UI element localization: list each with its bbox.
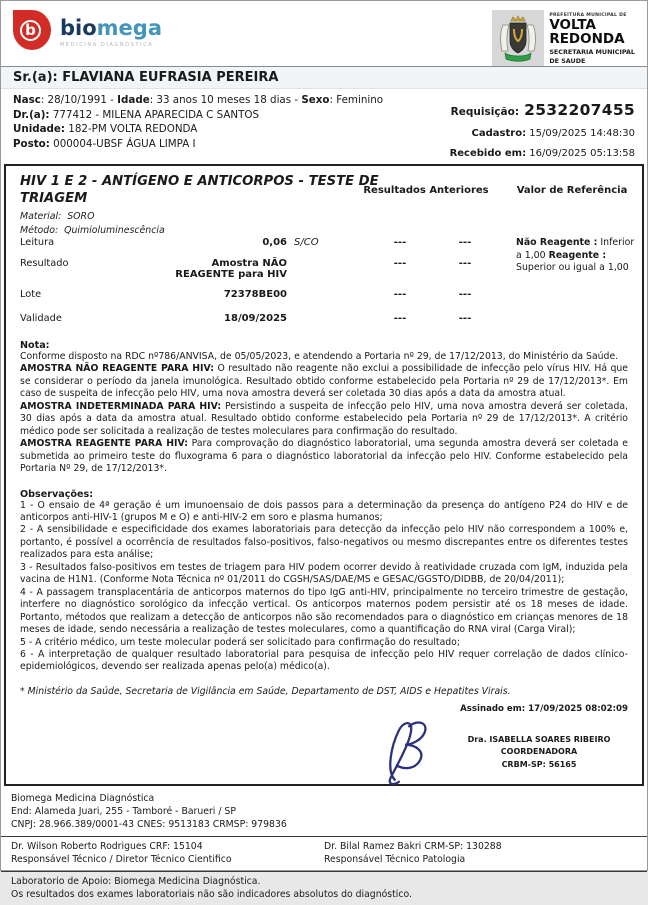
responsible-1 bbox=[11, 840, 324, 866]
birth-label: Nasc bbox=[13, 94, 41, 106]
prev-result-2: --- bbox=[458, 258, 472, 269]
blood-drop-icon bbox=[13, 10, 51, 50]
method-value: Quimioluminescência bbox=[64, 224, 165, 236]
doctor-label: Dr.(a): bbox=[13, 108, 50, 121]
row-unit: S/CO bbox=[294, 237, 319, 248]
footer-responsibles bbox=[1, 837, 647, 870]
exam-title: HIV 1 E 2 - ANTÍGENO E ANTICORPOS - TESTE DE TRIAGEM bbox=[20, 174, 379, 207]
report-header bbox=[1, 1, 647, 66]
prefeitura-dept bbox=[549, 48, 635, 65]
requisition-number: 2532207455 bbox=[524, 101, 635, 119]
prefeitura-dept-1: SECRETARIA MUNICIPAL bbox=[549, 48, 635, 57]
patient-birth-line bbox=[13, 93, 383, 108]
drop-letter bbox=[20, 20, 41, 41]
registered-value: 15/09/2025 14:48:30 bbox=[529, 128, 635, 139]
unit-value: 182-PM VOLTA REDONDA bbox=[68, 123, 198, 136]
signing-doctor-role: COORDENADORA bbox=[500, 747, 578, 757]
sex-label: Sexo bbox=[301, 94, 330, 106]
observation-item: 3 - Resultados falso-positivos em testes de triagem para HIV podem ocorrer devido à reatividade cruzada com IgM, induzida pela vacina de H1N1. (Conforme Nota Técnica nº 01/2011 do CGSH/SAS/DAE/MS e GESAC/GGSTO/DIDBB, de 20/04/2011); bbox=[20, 561, 628, 586]
coat-of-arms-icon bbox=[492, 10, 544, 66]
nota-paragraph-reagente bbox=[20, 438, 628, 475]
footer-registry: CNPJ: 28.966.389/0001-43 CNES: 9513183 CRMSP: 979836 bbox=[11, 819, 287, 831]
row-label: Lote bbox=[20, 289, 42, 300]
signing-doctor-name: Dra. ISABELLA SOARES RIBEIRO bbox=[467, 734, 611, 744]
footer-lab-name: Biomega Medicina Diagnóstica bbox=[11, 793, 155, 804]
results-table bbox=[20, 237, 635, 324]
brand-bio: bio bbox=[60, 16, 97, 40]
prev-result-2: --- bbox=[458, 237, 472, 248]
row-label: Leitura bbox=[20, 237, 55, 248]
reference-positive-label: Reagente : bbox=[548, 249, 607, 261]
crest-svg bbox=[495, 13, 541, 63]
received-value: 16/09/2025 05:13:58 bbox=[529, 148, 635, 159]
prev-result-1: --- bbox=[393, 237, 407, 248]
unit-label: Unidade: bbox=[13, 123, 66, 136]
method-label: Método: bbox=[20, 224, 59, 236]
nota-lead: AMOSTRA REAGENTE PARA HIV: bbox=[20, 438, 188, 450]
row-value: 72378BE00 bbox=[223, 289, 287, 300]
brand-name bbox=[60, 18, 162, 39]
nota-text: O resultado não reagente não exclui a possibilidade de infecção pelo vírus HIV. Há que se considerar o período da janela imunológica. Resultado obtido conforme estabelecido pela Portaria nº 29 de 17/12/2013*. Em caso de suspeita de infecção pelo HIV, uma nova amostra deverá ser coletada 30 dias após a data da amostra atual. bbox=[20, 363, 628, 400]
nota-paragraph-indeterminada bbox=[20, 401, 628, 438]
patient-doctor-line bbox=[13, 108, 383, 123]
observations-section bbox=[20, 489, 628, 674]
footer-address: End: Alameda Juari, 255 - Tamboré - Barueri / SP bbox=[11, 806, 236, 818]
responsible-1-name: Dr. Wilson Roberto Rodrigues CRF: 15104 bbox=[11, 841, 203, 853]
responsible-2-name: Dr. Bilal Ramez Bakri CRM-SP: 130288 bbox=[324, 841, 502, 853]
requisition-line bbox=[395, 100, 635, 119]
support-lab-line: Laboratorio de Apoio: Biomega Medicina Diagnóstica. bbox=[11, 876, 261, 888]
nota-title: Nota: bbox=[20, 340, 50, 351]
row-label: Validade bbox=[20, 313, 62, 324]
registered-line bbox=[395, 128, 635, 139]
observations-title: Observações: bbox=[20, 488, 94, 500]
received-label: Recebido em: bbox=[449, 148, 527, 159]
material-label: Material: bbox=[20, 211, 62, 223]
row-value bbox=[130, 258, 287, 280]
exam-result-box bbox=[4, 164, 644, 786]
material-value: SORO bbox=[67, 211, 95, 223]
prev-result-2: --- bbox=[458, 289, 472, 300]
doctor-value: 777412 - MILENA APARECIDA C SANTOS bbox=[52, 108, 260, 121]
drop-letter-text: b bbox=[25, 21, 36, 39]
prev-result-1: --- bbox=[393, 289, 407, 300]
observation-item: 4 - A passagem transplacentária de anticorpos maternos do tipo IgG anti-HIV, principalmente no terceiro trimestre de gestação, interfere no diagnóstico sorológico da infecção vertical. Os anticorpos maternos podem persistir até os 18 meses de idade. Portanto, métodos que realizam a detecção de anticorpos não são recomendados para o diagnóstico em crianças menores de 18 meses de idade, sendo necessária a realização de testes moleculares, como a quantificação do RNA viral (Carga Viral); bbox=[20, 586, 628, 636]
column-previous-results: Resultados Anteriores bbox=[363, 185, 489, 196]
received-line bbox=[395, 148, 635, 159]
brand-text bbox=[60, 10, 162, 48]
post-label: Posto: bbox=[13, 137, 50, 150]
registered-label: Cadastro: bbox=[471, 128, 527, 139]
result-row-lote bbox=[20, 289, 628, 300]
age-value: : 33 anos 10 meses 18 dias - bbox=[149, 94, 302, 106]
prefeitura-text bbox=[544, 10, 637, 66]
exam-method-line bbox=[20, 224, 628, 238]
row-value: 18/09/2025 bbox=[224, 313, 287, 324]
ministry-footnote: * Ministério da Saúde, Secretaria de Vigilância em Saúde, Departamento de DST, AIDS e Hepatites Virais. bbox=[20, 685, 511, 697]
observation-item: 2 - A sensibilidade e especificidade dos exames laboratoriais para detecção da infecção pelo HIV não correspondem a 100% e, portanto, é possível a ocorrência de resultados falso-positivos, falso-negativos ou mesmo discrepantes entre os diferentes testes realizados para esta análise; bbox=[20, 524, 628, 561]
exam-meta bbox=[20, 210, 628, 237]
birth-value: : 28/10/1991 - bbox=[40, 94, 118, 106]
patient-info bbox=[13, 93, 383, 162]
nota-intro: Conforme disposto na RDC nº786/ANVISA, de 05/05/2023, e atendendo a Portaria nº 29, de 17/12/2013, do Ministério da Saúde. bbox=[20, 351, 619, 362]
nota-text: Persistindo a suspeita de infecção pelo HIV, uma nova amostra deverá ser coletada, 30 dias após a data da amostra atual. Resultado obtido conforme estabelecido pela Portaria nº 29 de 17/12/2013*. A critério médico pode ser solicitada a realização de testes moleculares para confirmação do resultado. bbox=[20, 400, 628, 437]
prev-result-1: --- bbox=[393, 258, 407, 269]
patient-salutation: Sr.(a): bbox=[13, 70, 58, 85]
patient-unit-line bbox=[13, 122, 383, 137]
reference-negative-text: Inferior a 1,00 bbox=[516, 237, 635, 261]
row-label: Resultado bbox=[20, 258, 69, 269]
observation-item: 1 - O ensaio de 4ª geração é um imunoensaio de dois passos para a determinação da presença do antígeno P24 do HIV e de anticorpos anti-HIV-1 (grupos M e O) e anti-HIV-2 em soro e plasma humanos; bbox=[20, 499, 628, 523]
reference-values bbox=[516, 237, 636, 275]
exam-material-line bbox=[20, 210, 628, 224]
signed-at: Assinado em: 17/09/2025 08:02:09 bbox=[460, 703, 628, 714]
row-unit bbox=[287, 313, 365, 324]
nota-text: Para comprovação do diagnóstico laboratorial, uma segunda amostra deverá ser coletada e submetida ao primeiro teste do fluxograma 6 para o diagnóstico laboratorial da infecção pelo HIV. Conforme estabelecido pela Portaria Nº 29, de 17/12/2013*. bbox=[20, 438, 628, 475]
column-reference-value: Valor de Referência bbox=[516, 185, 628, 196]
disclaimer-line: Os resultados dos exames laboratoriais não são indicadores absolutos do diagnóstico. bbox=[11, 889, 412, 901]
patient-post-line bbox=[13, 137, 383, 152]
nota-section bbox=[20, 340, 628, 476]
request-info bbox=[395, 93, 635, 162]
row-unit bbox=[287, 258, 365, 280]
age-label: Idade bbox=[117, 94, 150, 106]
responsible-1-role: Responsável Técnico / Diretor Técnico Cientifico bbox=[11, 854, 232, 866]
signature-icon bbox=[372, 716, 434, 788]
responsible-2 bbox=[324, 840, 637, 866]
biomega-logo bbox=[13, 10, 162, 50]
prefeitura-line1: PREFEITURA MUNICIPAL DE bbox=[549, 13, 627, 18]
prefeitura-city-1: VOLTA bbox=[549, 17, 596, 33]
patient-details bbox=[1, 89, 647, 162]
nota-lead: AMOSTRA NÃO REAGENTE PARA HIV: bbox=[20, 363, 214, 375]
brand-mega: mega bbox=[96, 16, 162, 40]
prev-result-2: --- bbox=[458, 313, 472, 324]
patient-name-row bbox=[1, 67, 647, 89]
brand-tagline: MEDICINA DIAGNÓSTICA bbox=[60, 42, 154, 48]
prefeitura-logo bbox=[492, 10, 637, 66]
result-row-validade bbox=[20, 313, 628, 324]
prefeitura-city-2: REDONDA bbox=[549, 31, 625, 48]
result-text: Amostra NÃO REAGENTE para HIV bbox=[175, 258, 287, 280]
observation-item: 6 - A interpretação de qualquer resultado laboratorial para pesquisa de infecção pelo HIV requer correlação de dados clínico-epidemiológicos, devendo ser realizada apenas pelo(a) médico(a). bbox=[20, 648, 628, 673]
signing-doctor-registry: CRBM-SP: 56165 bbox=[501, 759, 577, 769]
prefeitura-dept-2: DE SAUDE bbox=[549, 56, 586, 65]
row-value: 0,06 bbox=[262, 237, 287, 248]
sex-value: : Feminino bbox=[329, 94, 384, 106]
reference-negative-label: Não Reagente : bbox=[516, 237, 598, 248]
post-value: 000004-UBSF ÁGUA LIMPA I bbox=[53, 137, 196, 150]
requisition-label: Requisição: bbox=[450, 106, 520, 118]
footer-support-lab bbox=[1, 872, 647, 905]
signature-area bbox=[20, 714, 628, 798]
nota-lead: AMOSTRA INDETERMINADA PARA HIV: bbox=[20, 400, 222, 412]
prev-result-1: --- bbox=[393, 313, 407, 324]
nota-paragraph-nao-reagente bbox=[20, 363, 628, 400]
responsible-2-role: Responsável Técnico Patologia bbox=[324, 854, 466, 866]
exam-header bbox=[20, 173, 628, 235]
observation-item: 5 - A critério médico, um teste molecular poderá ser solicitado para confirmação do resultado; bbox=[20, 636, 460, 648]
patient-name: FLAVIANA EUFRASIA PEREIRA bbox=[62, 70, 279, 85]
row-unit bbox=[287, 289, 365, 300]
reference-positive-text: Superior ou igual a 1,00 bbox=[516, 262, 629, 274]
doctor-signature-block bbox=[450, 734, 628, 771]
report-footer bbox=[1, 789, 647, 905]
